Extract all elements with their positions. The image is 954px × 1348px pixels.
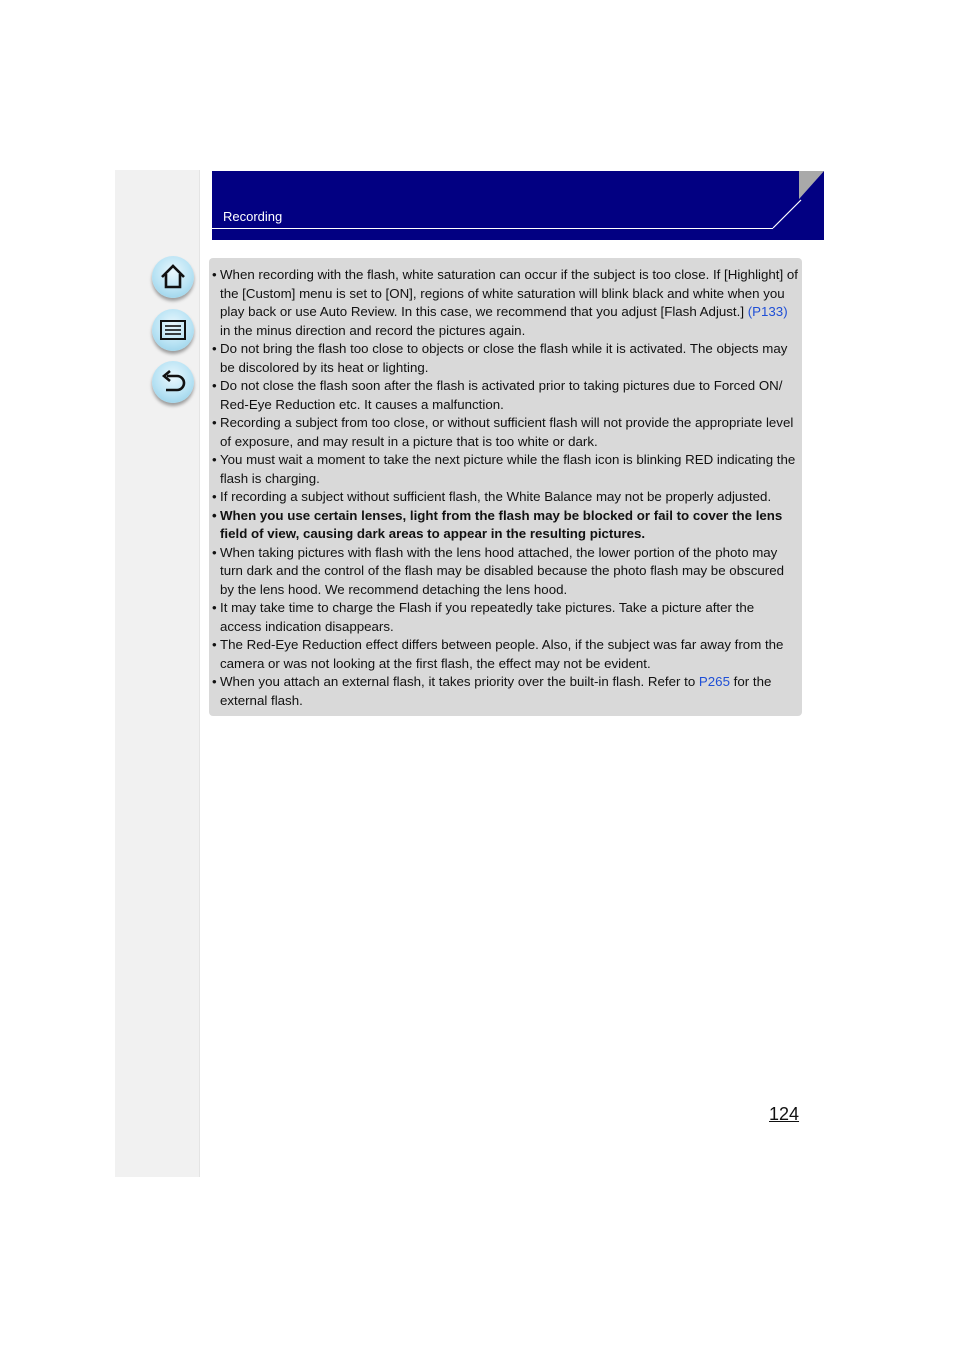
note-item: • Do not bring the flash too close to objects or close the flash while it is activated. The objects may be discolored by its heat or lighting. xyxy=(212,340,798,377)
note-item-bold: • When you use certain lenses, light from the flash may be blocked or fail to cover the lens field of view, causing dark areas to appear in the resulting pictures. xyxy=(212,507,798,544)
notes-list xyxy=(212,266,798,710)
header-rule xyxy=(212,228,773,229)
note-item: • It may take time to charge the Flash if you repeatedly take pictures. Take a picture after the access indication disappears. xyxy=(212,599,798,636)
note-item: • When taking pictures with flash with the lens hood attached, the lower portion of the photo may turn dark and the control of the flash may be disabled because the photo flash may be obscured by the lens hood. We recommend detaching the lens hood. xyxy=(212,544,798,600)
home-icon xyxy=(158,262,188,292)
note-item: • The Red-Eye Reduction effect differs between people. Also, if the subject was far away from the camera or was not looking at the first flash, the effect may not be evident. xyxy=(212,636,798,673)
home-button[interactable] xyxy=(152,256,194,298)
header-slash xyxy=(771,198,803,230)
note-item: • When you attach an external flash, it takes priority over the built-in flash. Refer to P265 for the external flash. xyxy=(212,673,798,710)
page-link-p265[interactable]: P265 xyxy=(698,674,730,689)
menu-list-icon xyxy=(158,315,188,345)
note-item: • Recording a subject from too close, or without sufficient flash will not provide the appropriate level of exposure, and may result in a picture that is too white or dark. xyxy=(212,414,798,451)
note-item: • When recording with the flash, white saturation can occur if the subject is too close. If [Highlight] of the [Custom] menu is set to [ON], regions of white saturation will blink black and white when you play back or use Auto Review. In this case, we recommend that you adjust [Flash Adjust.] (P133) in the minus direction and record the pictures again. xyxy=(212,266,798,340)
back-icon xyxy=(158,367,188,397)
menu-button[interactable] xyxy=(152,309,194,351)
note-item: • Do not close the flash soon after the flash is activated prior to taking pictures due to Forced ON/ Red-Eye Reduction etc. It causes a malfunction. xyxy=(212,377,798,414)
page-link-p133[interactable]: (P133) xyxy=(747,304,788,319)
page-number: 124 xyxy=(769,1104,800,1124)
notes-box xyxy=(209,258,802,716)
note-item: • You must wait a moment to take the next picture while the flash icon is blinking RED indicating the flash is charging. xyxy=(212,451,798,488)
section-title: Recording xyxy=(223,209,283,224)
section-header xyxy=(212,171,799,240)
back-button[interactable] xyxy=(152,361,194,403)
note-item: • If recording a subject without sufficient flash, the White Balance may not be properly adjusted. xyxy=(212,488,798,507)
